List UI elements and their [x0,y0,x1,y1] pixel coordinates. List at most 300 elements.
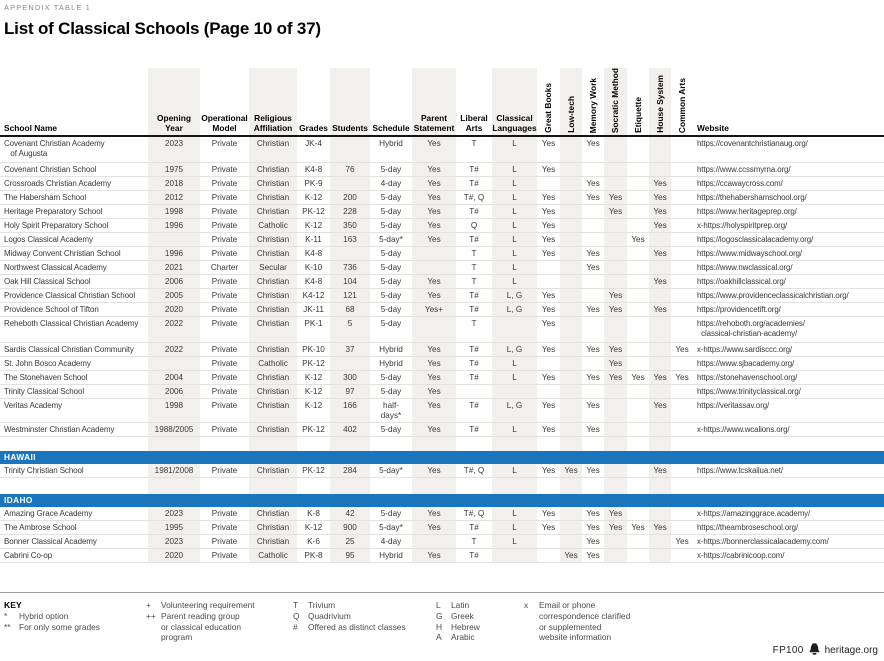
cell-website: x-https://amazinggrace.academy/ [697,508,811,518]
column-header-grades: Grades [299,122,328,133]
cell-grades: PK-12 [302,206,325,216]
cell-schedule: 5-day [380,164,402,174]
cell-sm: Yes [608,344,623,354]
cell-website: x-https://holyspiritprep.org/ [697,220,788,230]
cell-gb: Yes [541,220,556,230]
cell-gb [537,357,560,370]
cell-grades: K-12 [304,400,323,410]
cell-religion: Christian [256,138,290,148]
cell-website: https://www.heritageprep.org/ [697,206,797,216]
cell-ca [671,191,693,204]
cell-sm [604,219,627,232]
cell-ca [671,233,693,246]
cell-mw: Yes [586,424,600,434]
cell-year: 1981/2008 [154,465,194,475]
cell-lang: L [512,234,517,244]
cell-lang: L [512,508,517,518]
cell-year: 2005 [164,290,184,300]
cell-schedule: 5-day [380,192,402,202]
cell-ca [671,289,693,302]
cell-name: Logos Classical Academy [4,234,93,244]
cell-lang: L [512,138,517,148]
cell-model: Private [211,424,238,434]
cell-model: Private [211,522,238,532]
cell-students: 121 [343,290,357,300]
cell-lt [560,247,582,260]
cell-religion: Christian [256,290,290,300]
cell-model: Private [211,138,238,148]
cell-schedule: 5-day [380,262,402,272]
table-row [0,521,884,535]
report-code: FP100 [772,645,804,656]
column-header-mw: Memory Work [587,77,598,134]
section-gap [0,478,884,494]
cell-hs: Yes [653,206,667,216]
cell-name: Bonner Classical Academy [4,536,97,546]
cell-gb [537,275,560,288]
cell-website: https://www.providenceclassicalchristian.org/ [697,290,849,300]
cell-etq [627,423,649,436]
cell-grades: K-12 [304,372,323,382]
schools-table [0,68,884,563]
key-symbol: * [4,610,8,621]
cell-model: Charter [210,262,239,272]
cell-grades: K4-12 [302,290,325,300]
key-item [436,600,480,611]
column-header-etq: Etiquette [632,97,643,134]
cell-model: Private [211,358,238,368]
cell-year: 2020 [164,550,184,560]
cell-etq: Yes [631,372,645,382]
cell-schedule: Hybrid [379,358,403,368]
cell-mw: Yes [586,550,600,560]
cell-sm: Yes [608,290,623,300]
cell-sm [604,261,627,274]
cell-hs: Yes [653,522,667,532]
cell-liberal: T# [469,304,479,314]
column-header-model: Operational Model [201,113,248,133]
cell-lt [560,219,582,232]
table-row [0,205,884,219]
cell-lang: L, G [506,344,523,354]
table-row [0,535,884,549]
cell-mw [582,289,604,302]
cell-mw [582,219,604,232]
cell-mw: Yes [586,522,600,532]
cell-name: Trinity Classical School [4,386,84,396]
key-column [436,600,480,643]
cell-liberal: T [471,536,477,546]
key-symbol: ++ [146,610,156,621]
cell-lang [492,549,537,562]
cell-year: 1998 [164,206,184,216]
cell-students: 228 [343,206,357,216]
table-row [0,357,884,371]
cell-year: 2004 [164,372,184,382]
liberty-bell-icon [809,643,820,658]
cell-lang: L, G [506,290,523,300]
cell-ca [671,275,693,288]
cell-parent [412,261,456,274]
cell-model: Private [211,248,238,258]
key-text: Latin [451,600,470,610]
cell-mw: Yes [586,192,600,202]
cell-etq: Yes [631,234,645,244]
table-row [0,247,884,261]
cell-grades: JK-4 [305,138,322,148]
table-row [0,464,884,478]
cell-religion: Christian [256,234,290,244]
cell-lt [560,163,582,176]
cell-schedule: 5-day [380,318,402,328]
cell-name: Heritage Preparatory School [4,206,103,216]
cell-gb: Yes [541,304,556,314]
cell-religion: Christian [256,248,290,258]
cell-grades: K-12 [304,192,323,202]
cell-grades: K-12 [304,522,323,532]
cell-religion: Christian [256,344,290,354]
cell-website: https://covenantchristianaug.org/ [697,138,808,148]
cell-sm [604,464,627,477]
key-item [146,600,255,611]
cell-parent: Yes [427,550,441,560]
cell-religion: Christian [256,206,290,216]
cell-sm: Yes [608,372,623,382]
cell-students [330,137,370,162]
key-text: Trivium [308,600,336,610]
cell-website: https://thehabershamschool.org/ [697,192,807,202]
table-row [0,423,884,437]
column-header-schedule: Schedule [372,122,410,133]
cell-gb [537,261,560,274]
column-header-liberal: Liberal Arts [460,113,488,133]
table-row [0,177,884,191]
cell-lt [560,205,582,218]
appendix-label: APPENDIX TABLE 1 [4,3,91,12]
cell-religion: Christian [256,318,290,328]
cell-mw: Yes [586,372,600,382]
cell-website: https://providencetift.org/ [697,304,781,314]
cell-lt [560,371,582,384]
cell-sm [604,247,627,260]
cell-grades: K4-8 [304,248,323,258]
cell-students: 104 [343,276,357,286]
cell-gb: Yes [541,164,556,174]
cell-name: The Stonehaven School [4,372,88,382]
cell-students: 97 [345,386,355,396]
key-title: KEY [4,600,22,610]
column-header-lang: Classical Languages [492,113,537,133]
cell-schedule: 5-day [380,372,402,382]
cell-religion: Christian [256,424,290,434]
cell-lang: L, G [506,400,523,410]
cell-liberal: T#, Q [463,465,485,475]
cell-sm [604,177,627,190]
cell-lang: L [512,372,517,382]
cell-model: Private [211,192,238,202]
cell-model: Private [211,508,238,518]
cell-schedule: Hybrid [379,138,403,148]
cell-lang [492,385,537,398]
cell-ca [671,261,693,274]
cell-sm [604,163,627,176]
cell-ca [671,464,693,477]
cell-students: 200 [343,192,357,202]
key-text: Volunteering requirement [161,600,255,610]
table-row [0,261,884,275]
cell-hs [649,317,671,342]
cell-hs [649,549,671,562]
cell-model: Private [211,290,238,300]
cell-mw: Yes [586,536,600,546]
table-row [0,385,884,399]
cell-schedule: 4-day [380,178,402,188]
key-text: Parent reading group or classical education program [161,610,242,643]
cell-gb: Yes [541,206,556,216]
cell-sm: Yes [608,522,623,532]
column-header-students: Students [332,122,368,133]
cell-hs: Yes [653,276,667,286]
cell-grades: K-12 [304,386,323,396]
cell-hs [649,423,671,436]
cell-schedule: 5-day [380,386,402,396]
cell-parent [412,317,456,342]
cell-schedule: 5-day [380,508,402,518]
key-item [524,600,630,643]
cell-religion: Christian [256,164,290,174]
cell-schedule: 4-day [380,536,402,546]
cell-sm [604,535,627,548]
cell-lt [560,137,582,162]
cell-etq [627,205,649,218]
cell-year: 2012 [164,192,184,202]
cell-year: 1996 [164,220,184,230]
cell-gb: Yes [541,318,556,328]
cell-hs: Yes [653,372,667,382]
cell-model: Private [211,206,238,216]
cell-hs: Yes [653,248,667,258]
cell-schedule: 5-day* [379,465,403,475]
cell-name: Midway Convent Christian School [4,248,121,258]
cell-sm [604,317,627,342]
cell-lt [560,289,582,302]
cell-gb [537,385,560,398]
cell-grades: PK-12 [302,424,325,434]
cell-hs [649,357,671,370]
cell-year: 1998 [164,400,184,410]
cell-hs [649,535,671,548]
cell-grades: K-8 [307,508,320,518]
table-row [0,317,884,343]
cell-lang: L, G [506,304,523,314]
page-title: List of Classical Schools (Page 10 of 37) [4,19,321,38]
cell-name: Cabrini Co-op [4,550,53,560]
cell-lang: L [512,248,517,258]
cell-liberal: T# [469,290,479,300]
cell-parent: Yes [427,164,441,174]
cell-name: Westminster Christian Academy [4,424,115,434]
cell-religion: Christian [256,536,290,546]
cell-model: Private [211,178,238,188]
cell-sm [604,423,627,436]
cell-etq [627,464,649,477]
cell-parent: Yes [427,400,441,410]
column-header-website: Website [697,122,729,133]
cell-hs: Yes [653,304,667,314]
table-row [0,549,884,563]
cell-lt [560,177,582,190]
cell-grades: K4-8 [304,276,323,286]
cell-grades: K-10 [304,262,323,272]
cell-etq [627,549,649,562]
key-text: Hebrew [451,621,480,632]
cell-etq [627,137,649,162]
cell-name: Sardis Classical Christian Community [4,344,134,354]
cell-mw: Yes [586,508,600,518]
cell-grades: K-6 [307,536,320,546]
cell-gb: Yes [541,465,556,475]
cell-mw: Yes [586,248,600,258]
key-symbol: Q [293,610,300,621]
cell-liberal: T [471,262,477,272]
cell-religion: Christian [256,372,290,382]
cell-lang: L [512,206,517,216]
cell-hs: Yes [653,465,667,475]
cell-year: 2022 [164,318,184,328]
column-header-gb: Great Books [543,83,554,134]
cell-year: 2006 [164,276,184,286]
cell-students: 95 [345,550,355,560]
cell-gb [537,535,560,548]
key-item [436,632,480,643]
cell-lang: L [512,276,517,286]
table-row [0,289,884,303]
cell-parent: Yes [427,465,441,475]
cell-grades: K4-8 [304,164,323,174]
cell-grades: PK-12 [302,465,325,475]
cell-students: 163 [343,234,357,244]
cell-liberal: T# [469,344,479,354]
cell-lang: L [512,465,517,475]
state-section-header: IDAHO [0,494,884,507]
cell-etq [627,177,649,190]
cell-website: https://logosclassicalacademy.org/ [697,234,814,244]
key-text: Email or phone correspondence clarified or supplemented website information [539,600,631,643]
cell-liberal: T# [469,164,479,174]
cell-ca [671,399,693,422]
cell-ca [671,137,693,162]
cell-schedule: Hybrid [379,550,403,560]
cell-liberal: T [471,276,477,286]
cell-mw [582,385,604,398]
cell-religion: Christian [256,192,290,202]
column-header-hs: House System [654,75,665,134]
cell-students [330,357,370,370]
cell-lt [560,535,582,548]
key-text: Offered as distinct classes [308,621,406,632]
cell-name: Veritas Academy [4,400,63,410]
cell-name: Northwest Classical Academy [4,262,107,272]
key-symbol: T [293,600,299,610]
cell-sm: Yes [608,358,623,368]
cell-parent [412,535,456,548]
cell-year: 2022 [164,344,184,354]
cell-year: 2018 [164,178,184,188]
cell-model: Private [211,465,238,475]
cell-name: Covenant Christian Academy of Augusta [4,138,105,158]
cell-religion: Catholic [258,550,288,560]
cell-etq [627,191,649,204]
cell-liberal: T#, Q [463,192,485,202]
cell-hs: Yes [653,192,667,202]
cell-name: Providence Classical Christian School [4,290,136,300]
cell-year: 2021 [164,262,184,272]
cell-students: 900 [343,522,357,532]
cell-website: x-https://www.sardisccc.org/ [697,344,792,354]
cell-website: https://oakhillclassical.org/ [697,276,786,286]
cell-mw [582,357,604,370]
cell-religion: Christian [256,386,290,396]
cell-etq [627,303,649,316]
cell-lt [560,191,582,204]
cell-gb: Yes [541,522,556,532]
cell-lang: L [512,220,517,230]
cell-model: Private [211,536,238,546]
key-symbol: # [293,621,298,632]
cell-liberal: T# [469,206,479,216]
cell-liberal: T# [469,372,479,382]
cell-students: 736 [343,262,357,272]
cell-mw [582,275,604,288]
cell-lang: L [512,262,517,272]
cell-model: Private [211,220,238,230]
cell-lt [560,507,582,520]
cell-liberal: T#, Q [463,508,485,518]
cell-website: x-https://www.wcalions.org/ [697,424,790,434]
cell-parent: Yes [427,178,441,188]
cell-lang: L [512,424,517,434]
cell-students [330,177,370,190]
cell-mw: Yes [586,344,600,354]
cell-parent: Yes [427,290,441,300]
section-gap [0,437,884,451]
cell-gb: Yes [541,508,556,518]
cell-students: 42 [345,508,355,518]
cell-grades: K-12 [304,220,323,230]
cell-lt [560,303,582,316]
cell-lt [560,399,582,422]
cell-website: https://theambroseschool.org/ [697,522,799,532]
cell-model: Private [211,400,238,410]
key-symbol: + [146,600,151,610]
cell-parent: Yes [427,344,441,354]
cell-name: Crossroads Christian Academy [4,178,112,188]
cell-website: https://www.ccssmyrna.org/ [697,164,791,174]
cell-name: Trinity Christian School [4,465,84,475]
column-header-ca: Common Arts [676,78,687,134]
cell-etq [627,357,649,370]
cell-liberal: Q [470,220,478,230]
cell-sm: Yes [608,304,623,314]
cell-parent: Yes [427,508,441,518]
cell-lt [560,357,582,370]
cell-grades: PK-1 [304,318,323,328]
cell-parent: Yes [427,234,441,244]
key-item [293,611,406,622]
cell-website: https://ccawaycross.com/ [697,178,783,188]
cell-lt [560,317,582,342]
cell-lang: L [512,192,517,202]
